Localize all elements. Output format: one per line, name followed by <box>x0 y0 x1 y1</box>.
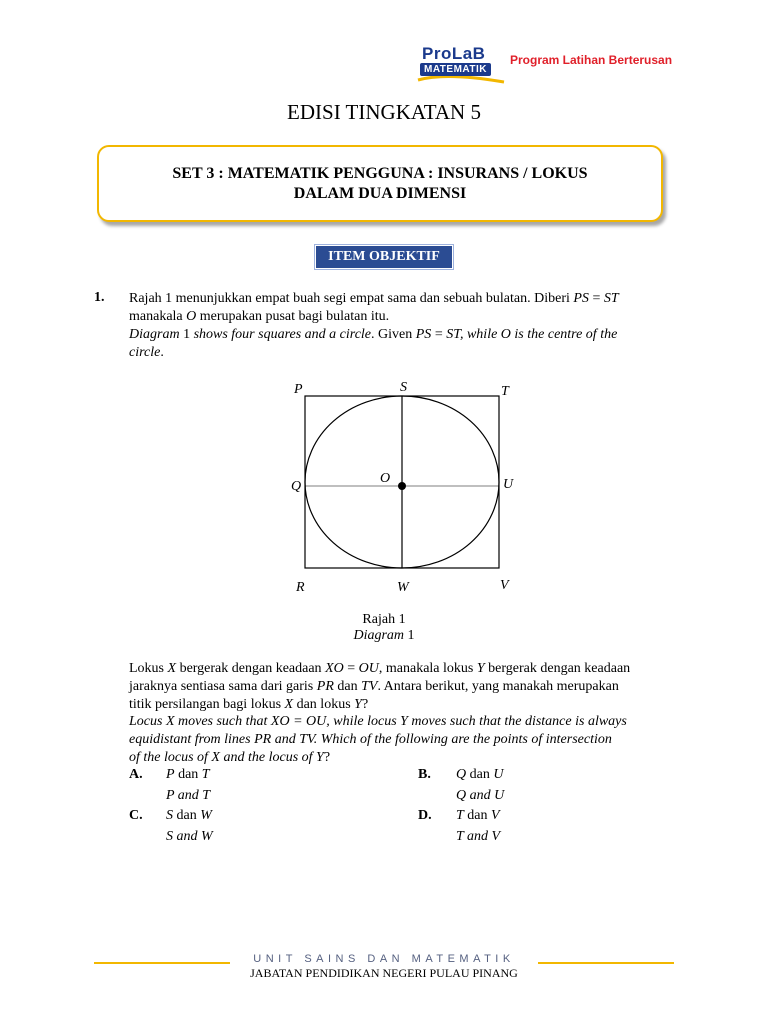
text-span: S <box>166 808 173 823</box>
question-body-english <box>129 713 677 767</box>
text-span: PS <box>415 327 432 342</box>
label-w: W <box>397 580 409 595</box>
text-span: Y <box>354 697 362 712</box>
text-span: = <box>588 291 604 306</box>
label-u: U <box>503 477 514 492</box>
label-p: P <box>294 382 303 397</box>
logo-line1: ProLaB <box>422 44 486 63</box>
text-span: . <box>160 345 164 360</box>
text-span: merupakan pusat bagi bulatan itu. <box>196 309 390 324</box>
intro-malay-line1 <box>129 290 677 308</box>
text-span: = <box>343 661 359 676</box>
text-span: 1 <box>183 327 191 342</box>
option-c-letter: C. <box>129 808 143 823</box>
text-span: X <box>167 661 177 676</box>
text-span: PR <box>316 679 334 694</box>
option-d-english: T and V <box>456 829 501 844</box>
text-span: . Given <box>371 327 416 342</box>
text-span: manakala <box>129 309 187 324</box>
text-span: XO <box>325 661 344 676</box>
edition-title: EDISI TINGKATAN 5 <box>287 100 481 124</box>
text-span: dan <box>174 767 202 782</box>
section-label: ITEM OBJEKTIF <box>316 246 452 268</box>
option-c-english: S and W <box>166 829 213 844</box>
option-b-letter: B. <box>418 767 431 782</box>
label-o: O <box>380 471 391 486</box>
intro-english-line2 <box>129 344 677 362</box>
option-b[interactable] <box>456 767 503 783</box>
text-span: V <box>491 808 500 823</box>
text-span: 1 <box>404 628 415 643</box>
set-title-line1: SET 3 : MATEMATIK PENGGUNA : INSURANS / LOKUS <box>172 165 588 182</box>
option-a-english: P and T <box>166 788 211 803</box>
text-span: Q <box>456 767 467 782</box>
option-d-letter: D. <box>418 808 432 823</box>
label-s: S <box>400 380 407 395</box>
text-span: W <box>200 808 212 823</box>
text-span: ? <box>361 697 369 712</box>
option-a[interactable] <box>166 767 210 783</box>
text-span: PS <box>573 291 589 306</box>
text-span: = <box>431 327 447 342</box>
option-c[interactable] <box>166 808 212 824</box>
text-span: bergerak dengan keadaan <box>176 661 326 676</box>
text-span: O <box>186 309 197 324</box>
text-span: Rajah 1 menunjukkan empat buah segi empat sama dan sebuah bulatan. Diberi <box>129 291 574 306</box>
label-t: T <box>501 384 509 399</box>
label-v: V <box>500 578 509 593</box>
question-number: 1. <box>94 290 105 305</box>
diagram-caption-malay: Rajah 1 <box>362 612 406 627</box>
footer-unit: UNIT SAINS DAN MATEMATIK <box>253 953 515 965</box>
logo-line2: MATEMATIK <box>420 63 491 76</box>
body-english-line3 <box>129 749 677 767</box>
text-span: P <box>166 767 175 782</box>
text-span: OU <box>358 661 379 676</box>
text-span: Diagram <box>353 628 405 643</box>
label-q: Q <box>291 479 302 494</box>
text-span: ? <box>323 750 331 765</box>
program-title: Program Latihan Berterusan <box>510 53 673 67</box>
set-title-box <box>97 145 663 222</box>
text-span: of the locus of X and the locus of Y <box>129 750 324 765</box>
body-malay-line1 <box>129 660 677 678</box>
body-malay-line3 <box>129 696 677 714</box>
option-a-letter: A. <box>129 767 143 782</box>
text-span: shows four squares and a circle <box>190 327 372 342</box>
text-span: T <box>456 808 464 823</box>
text-span: circle <box>129 345 161 360</box>
text-span: dan <box>463 808 492 823</box>
question-body-malay <box>129 660 677 714</box>
text-span: Diagram <box>129 327 184 342</box>
diagram-caption-english <box>0 627 768 645</box>
text-span: TV <box>361 679 378 694</box>
text-span: dan <box>333 679 362 694</box>
set-title-line2: DALAM DUA DIMENSI <box>293 185 467 202</box>
text-span: T <box>201 767 210 782</box>
text-span: titik persilangan bagi lokus <box>129 697 285 712</box>
prolab-logo <box>416 44 506 86</box>
body-english-line1: Locus X moves such that XO = OU, while locus Y moves such that the distance is always <box>129 714 627 729</box>
label-r: R <box>296 580 305 595</box>
question-intro-malay <box>129 290 677 326</box>
question-intro-english <box>129 326 677 362</box>
text-span: . Antara berikut, yang manakah merupakan <box>377 679 619 694</box>
option-d[interactable] <box>456 808 500 824</box>
text-span: Lokus <box>129 661 168 676</box>
text-span: Y <box>476 661 485 676</box>
intro-english-line1 <box>129 326 677 344</box>
option-b-english: Q and U <box>456 788 505 803</box>
body-english-line2: equidistant from lines PR and TV. Which of the following are the points of intersection <box>129 732 612 747</box>
diagram-1 <box>280 372 520 602</box>
text-span: ST <box>446 327 460 342</box>
text-span: U <box>493 767 504 782</box>
text-span: bergerak dengan keadaan <box>484 661 631 676</box>
text-span: dan <box>173 808 201 823</box>
text-span: , manakala lokus <box>378 661 477 676</box>
text-span: dan lokus <box>293 697 355 712</box>
text-span: dan <box>466 767 494 782</box>
footer-department: JABATAN PENDIDIKAN NEGERI PULAU PINANG <box>250 966 518 980</box>
text-span: jaraknya sentiasa sama dari garis <box>129 679 317 694</box>
text-span: ST <box>603 291 619 306</box>
intro-malay-line2 <box>129 308 677 326</box>
body-malay-line2 <box>129 678 677 696</box>
text-span: X <box>284 697 294 712</box>
centre-point-o <box>398 482 406 490</box>
text-span: , while O is the centre of the <box>459 327 618 342</box>
